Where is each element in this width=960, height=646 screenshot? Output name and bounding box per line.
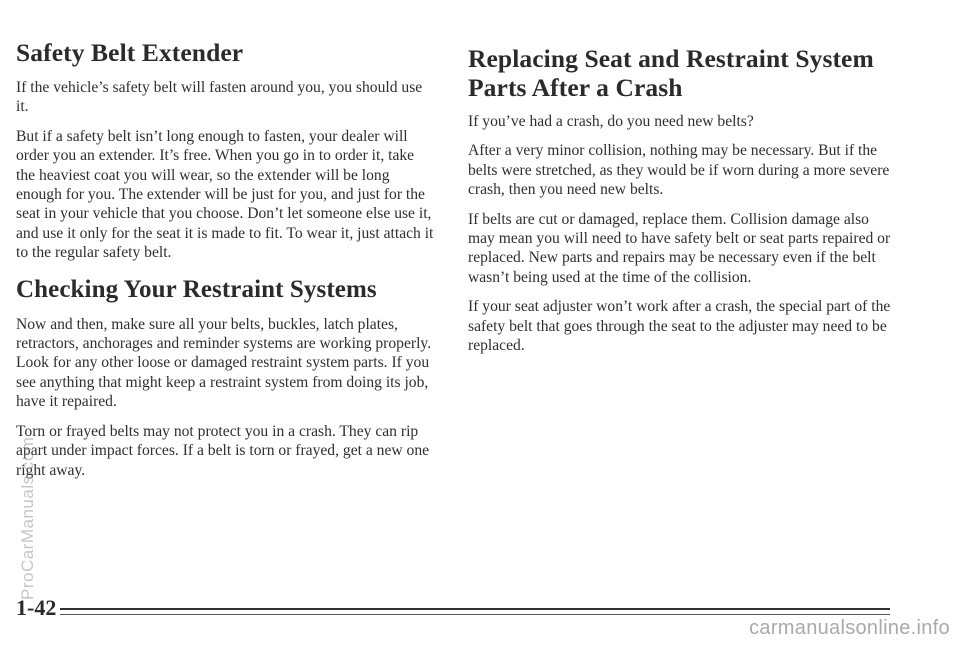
paragraph-new-belts-question: If you’ve had a crash, do you need new belts?	[468, 113, 754, 130]
paragraph-extender-intro: If the vehicle’s safety belt will fasten around you, you should use it.	[16, 79, 423, 116]
heading-safety-belt-extender: Safety Belt Extender	[16, 38, 244, 67]
left-column	[16, 38, 436, 490]
vertical-watermark	[18, 140, 58, 620]
paragraph-cut-damaged-belts: If belts are cut or damaged, replace them. Collision damage also may mean you will need to have safety belt or seat parts repaired or replaced. New parts and repairs may be necessary even if the belt wasn’t being used at the time of the collision.	[468, 210, 891, 286]
paragraph-seat-adjuster: If your seat adjuster won’t work after a crash, the special part of the safety belt that goes through the seat to the adjuster may need to be replaced.	[468, 298, 891, 355]
footer-rule	[60, 608, 890, 610]
paragraph-torn-belts: Torn or frayed belts may not protect you in a crash. They can rip apart under impact forces. If a belt is torn or frayed, get a new one right away.	[16, 422, 430, 479]
right-column	[468, 44, 898, 365]
vertical-watermark-text: ProCarManuals.com	[18, 436, 37, 600]
heading-replacing-parts: Replacing Seat and Restraint System Parts After a Crash	[468, 44, 874, 102]
heading-checking-restraint-systems: Checking Your Restraint Systems	[16, 275, 377, 303]
paragraph-extender-details: But if a safety belt isn’t long enough to fasten, your dealer will order you an extender. It’s free. When you go in to order it, take the heaviest coat you will wear, so the extender will be long enough for you. The extender will be just for you, and just for the seat in your vehicle that you choose. Don’t let someone else use it, and use it only for the seat it is made to fit. To wear it, just attach it to the regular safety belt.	[16, 127, 434, 262]
page-number: 1-42	[16, 595, 57, 620]
paragraph-minor-collision: After a very minor collision, nothing may be necessary. But if the belts were stretched, as they would be if worn during a more severe crash, then you need new belts.	[468, 142, 890, 199]
corner-watermark: carmanualsonline.info	[749, 617, 950, 639]
paragraph-checking-parts: Now and then, make sure all your belts, buckles, latch plates, retractors, anchorages and reminder systems are working properly. Look for any other loose or damaged restraint system parts. If you see anything that might keep a restraint system from doing its job, have it repaired.	[16, 315, 432, 411]
footer-rule-thin	[60, 614, 890, 615]
